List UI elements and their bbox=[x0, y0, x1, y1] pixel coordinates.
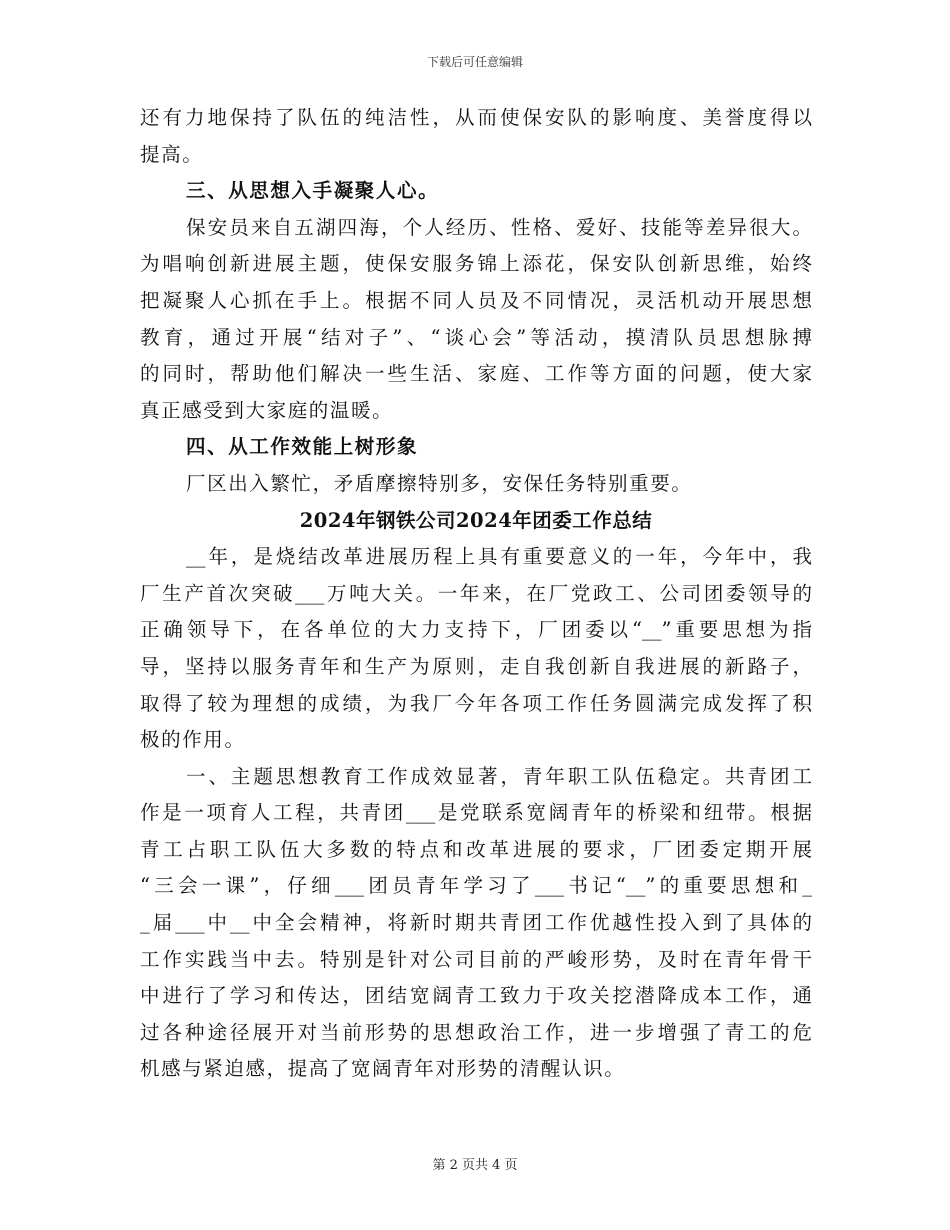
paragraph-line: 导，坚持以服务青年和生产为原则，走自我创新自我进展的新路子， bbox=[140, 654, 812, 678]
paragraph-line: _届___中__中全会精神，将新时期共青团工作优越性投入到了具体的 bbox=[140, 911, 812, 935]
paragraph-line: 中进行了学习和传达，团结宽阔青工致力于攻关挖潜降成本工作，通 bbox=[140, 984, 812, 1008]
page-number: 第 2 页共 4 页 bbox=[432, 1158, 518, 1173]
paragraph-line: 还有力地保持了队伍的纯洁性，从而使保安队的影响度、美誉度得以 bbox=[140, 106, 812, 129]
paragraph-line: 厂生产首次突破___万吨大关。一年来，在厂党政工、公司团委领导的 bbox=[140, 581, 812, 605]
paragraph-line: 教育，通过开展“结对子”、“谈心会”等活动，摸清队员思想脉搏 bbox=[140, 325, 812, 349]
paragraph-line: 机感与紧迫感，提高了宽阔青年对形势的清醒认识。 bbox=[140, 1057, 626, 1081]
paragraph-line: 把凝聚人心抓在手上。根据不同人员及不同情况，灵活机动开展思想 bbox=[140, 288, 812, 312]
page-header: 下载后可任意编辑 bbox=[426, 55, 523, 69]
section-heading-3: 三、从思想入手凝聚人心。 bbox=[186, 179, 440, 203]
paragraph-line: 作是一项育人工程，共青团___是党联系宽阔青年的桥梁和纽带。根据 bbox=[140, 801, 812, 825]
section-heading-4: 四、从工作效能上树形象 bbox=[186, 435, 419, 459]
paragraph-line: 取得了较为理想的成绩，为我厂今年各项工作任务圆满完成发挥了积 bbox=[140, 691, 812, 715]
paragraph-line: 正确领导下，在各单位的大力支持下，厂团委以“__”重要思想为指 bbox=[140, 618, 812, 642]
paragraph-line: 为唱响创新进展主题，使保安服务锦上添花，保安队创新思维，始终 bbox=[140, 252, 812, 276]
paragraph-line: 保安员来自五湖四海，个人经历、性格、爱好、技能等差异很大。 bbox=[186, 215, 812, 239]
paragraph-line: 厂区出入繁忙，矛盾摩擦特别多，安保任务特别重要。 bbox=[186, 471, 693, 495]
paragraph-line: 真正感受到大家庭的温暖。 bbox=[140, 398, 394, 422]
paragraph-line: __年，是烧结改革进展历程上具有重要意义的一年，今年中，我 bbox=[186, 545, 812, 569]
paragraph-line: 过各种途径展开对当前形势的思想政治工作，进一步增强了青工的危 bbox=[140, 1020, 812, 1044]
document-body bbox=[140, 100, 812, 1088]
paragraph-line: 极的作用。 bbox=[140, 728, 246, 752]
paragraph-line: 提高。 bbox=[140, 142, 204, 166]
paragraph-line: 一、主题思想教育工作成效显著，青年职工队伍稳定。共青团工 bbox=[186, 764, 812, 788]
paragraph-line: 工作实践当中去。特别是针对公司目前的严峻形势，及时在青年骨干 bbox=[140, 947, 812, 971]
paragraph-line: 的同时，帮助他们解决一些生活、家庭、工作等方面的问题，使大家 bbox=[140, 362, 812, 386]
paragraph-line: “三会一课”，仔细___团员青年学习了___书记“__”的重要思想和_ bbox=[140, 874, 812, 898]
document-title: 2024年钢铁公司2024年团委工作总结 bbox=[299, 508, 653, 532]
paragraph-line: 青工占职工队伍大多数的特点和改革进展的要求，厂团委定期开展 bbox=[140, 837, 812, 861]
